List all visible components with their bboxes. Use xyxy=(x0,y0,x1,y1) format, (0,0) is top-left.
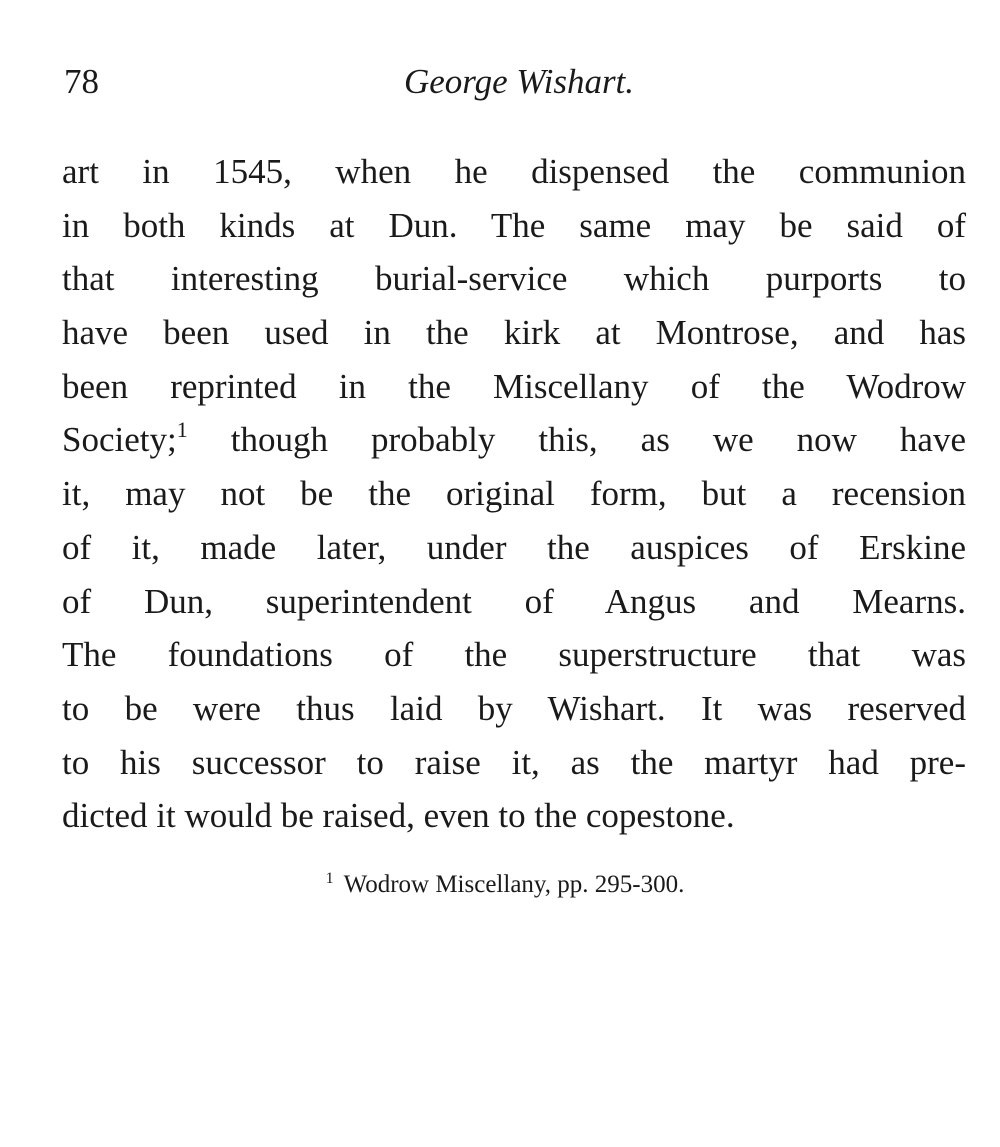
page-number: 78 xyxy=(64,62,99,101)
footnote-mark: 1 xyxy=(325,870,334,887)
text-line: to his successor to raise it, as the martyr had pre- xyxy=(62,742,966,782)
text-segment: though probably this, as we now have xyxy=(187,420,966,460)
text-line xyxy=(62,413,966,467)
text-line: art in 1545, when he dispensed the communion xyxy=(62,152,966,191)
text-line: to be were thus laid by Wishart. It was reserved xyxy=(62,688,966,728)
running-title: George Wishart. xyxy=(403,62,635,101)
text-line: that interesting burial-service which purports to xyxy=(62,259,966,299)
body-paragraph xyxy=(62,145,966,843)
text-line: of Dun, superintendent of Angus and Mearns. xyxy=(62,581,966,621)
text-segment: Society; xyxy=(62,420,177,460)
text-line: it, may not be the original form, but a recension xyxy=(62,474,966,514)
text-line: been reprinted in the Miscellany of the Wodrow xyxy=(62,366,966,406)
footnote xyxy=(0,868,1000,905)
footnote-reference: 1 xyxy=(176,417,188,443)
text-line: in both kinds at Dun. The same may be said of xyxy=(62,205,966,245)
text-line: of it, made later, under the auspices of Erskine xyxy=(62,527,966,567)
text-line: have been used in the kirk at Montrose, and has xyxy=(62,313,966,353)
footnote-text: Wodrow Miscellany, pp. 295-300. xyxy=(343,871,685,898)
text-line: The foundations of the superstructure that was xyxy=(62,635,966,675)
text-line: dicted it would be raised, even to the copestone. xyxy=(62,796,735,836)
